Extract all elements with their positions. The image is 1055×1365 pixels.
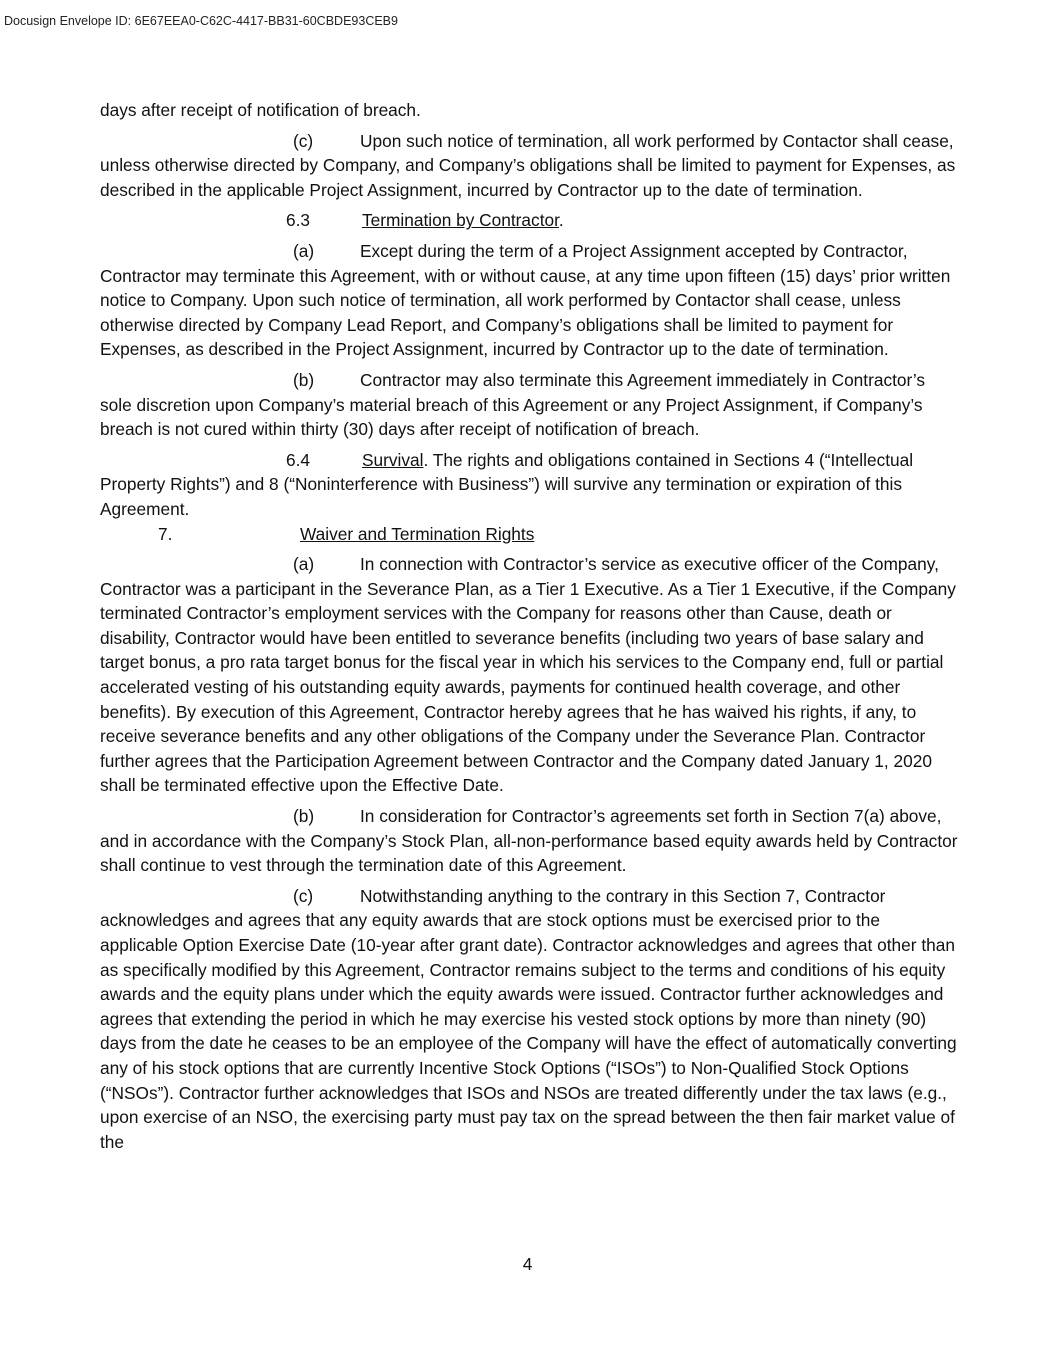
paragraph-text: In connection with Contractor’s service as executive officer of the Company, Contractor was a participant in the Severance Plan, as a Tier 1 Executive. As a Tier 1 Executive, if the Company terminated Contractor’s employment services with the Company for reasons other than Cause, death or disability, Contractor would have been entitled to severance benefits (including two years of base salary and target bonus, a pro rata target bonus for the fiscal year in which his services to the Company end, full or partial accelerated vesting of his outstanding equity awards, payments for continued health coverage, and other benefits). By execution of this Agreement, Contractor hereby agrees that he has waived his rights, if any, to receive severance benefits and any other obligations of the Company under the Severance Plan. Contractor further agrees that the Participation Agreement between Contractor and the Company dated January 1, 2020 shall be terminated effective upon the Effective Date. (100, 554, 956, 796)
page-number: 4 (522, 1254, 533, 1274)
paragraph-7-c (100, 884, 958, 1155)
paragraph-7-a (100, 552, 958, 798)
paragraph-label: (c) (293, 130, 314, 151)
paragraph-7-b (100, 804, 958, 878)
paragraph-text: In consideration for Contractor’s agreements set forth in Section 7(a) above, and in accordance with the Company’s Stock Plan, all-non-performance based equity awards held by Contractor shall continue to vest through the termination date of this Agreement. (100, 806, 958, 876)
paragraph-text: Notwithstanding anything to the contrary in this Section 7, Contractor acknowledges and agrees that any equity awards that are stock options must be exercised prior to the applicable Option Exercise Date (10-year after grant date). Contractor acknowledges and agrees that other than as specifically modified by this Agreement, Contractor remains subject to the terms and conditions of his equity awards and the equity plans under which the equity awards were issued. Contractor further acknowledges and agrees that extending the period in which he may exercise his vested stock options by more than ninety (90) days from the date he ceases to be an employee of the Company will have the effect of automatically converting any of his stock options that are currently Incentive Stock Options (“ISOs”) to Non-Qualified Stock Options (“NSOs”). Contractor further acknowledges that ISOs and NSOs are treated differently under the tax laws (e.g., upon exercise of an NSO, the exercising party must pay tax on the spread between the then fair market value of the (100, 885, 957, 1152)
paragraph-label: (c) (293, 885, 314, 906)
paragraph-text: Except during the term of a Project Assignment accepted by Contractor, Contractor may terminate this Agreement, with or without cause, at any time upon fifteen (15) days’ prior written notice to Company. Upon such notice of termination, all work performed by Contactor shall cease, unless otherwise directed by Company Lead Report, and Company’s obligations shall be limited to payment for Expenses, as described in the Project Assignment, incurred by Contractor up to the date of termination. (100, 240, 951, 360)
section-title: Survival (362, 449, 424, 470)
paragraph-6-2-c (100, 129, 958, 203)
paragraph-label: (a) (293, 240, 315, 261)
section-title-trail: . (558, 210, 564, 231)
paragraph-label: (b) (293, 806, 315, 827)
section-title: Termination by Contractor (362, 210, 559, 231)
continued-text: days after receipt of notification of breach. (100, 100, 421, 120)
section-7-heading (100, 522, 958, 547)
paragraph-label: (b) (293, 369, 315, 390)
section-number: 6.3 (286, 210, 311, 231)
paragraph-label: (a) (293, 554, 315, 575)
docusign-envelope-id: Docusign Envelope ID: 6E67EEA0-C62C-4417-BB31-60CBDE93CEB9 (4, 14, 398, 28)
section-number: 7. (158, 523, 173, 544)
section-6-4 (100, 448, 958, 522)
paragraph-6-3-a (100, 239, 958, 362)
section-number: 6.4 (286, 449, 311, 470)
section-title: Waiver and Termination Rights (300, 523, 535, 544)
agreement-body (100, 98, 958, 1154)
paragraph-6-3-b (100, 368, 958, 442)
paragraph-text: Upon such notice of termination, all work performed by Contactor shall cease, unless otherwise directed by Company, and Company’s obligations shall be limited to payment for Expenses, as described in the applicable Project Assignment, incurred by Contractor up to the date of termination. (100, 130, 956, 200)
section-text: . The rights and obligations contained in Sections 4 (“Intellectual Property Rights”) and 8 (“Noninterference with Business”) will survive any termination or expiration of this Agreement. (100, 449, 914, 519)
paragraph-text: Contractor may also terminate this Agreement immediately in Contractor’s sole discretion upon Company’s material breach of this Agreement or any Project Assignment, if Company’s breach is not cured within thirty (30) days after receipt of notification of breach. (100, 369, 926, 440)
section-6-3-heading (100, 208, 958, 233)
